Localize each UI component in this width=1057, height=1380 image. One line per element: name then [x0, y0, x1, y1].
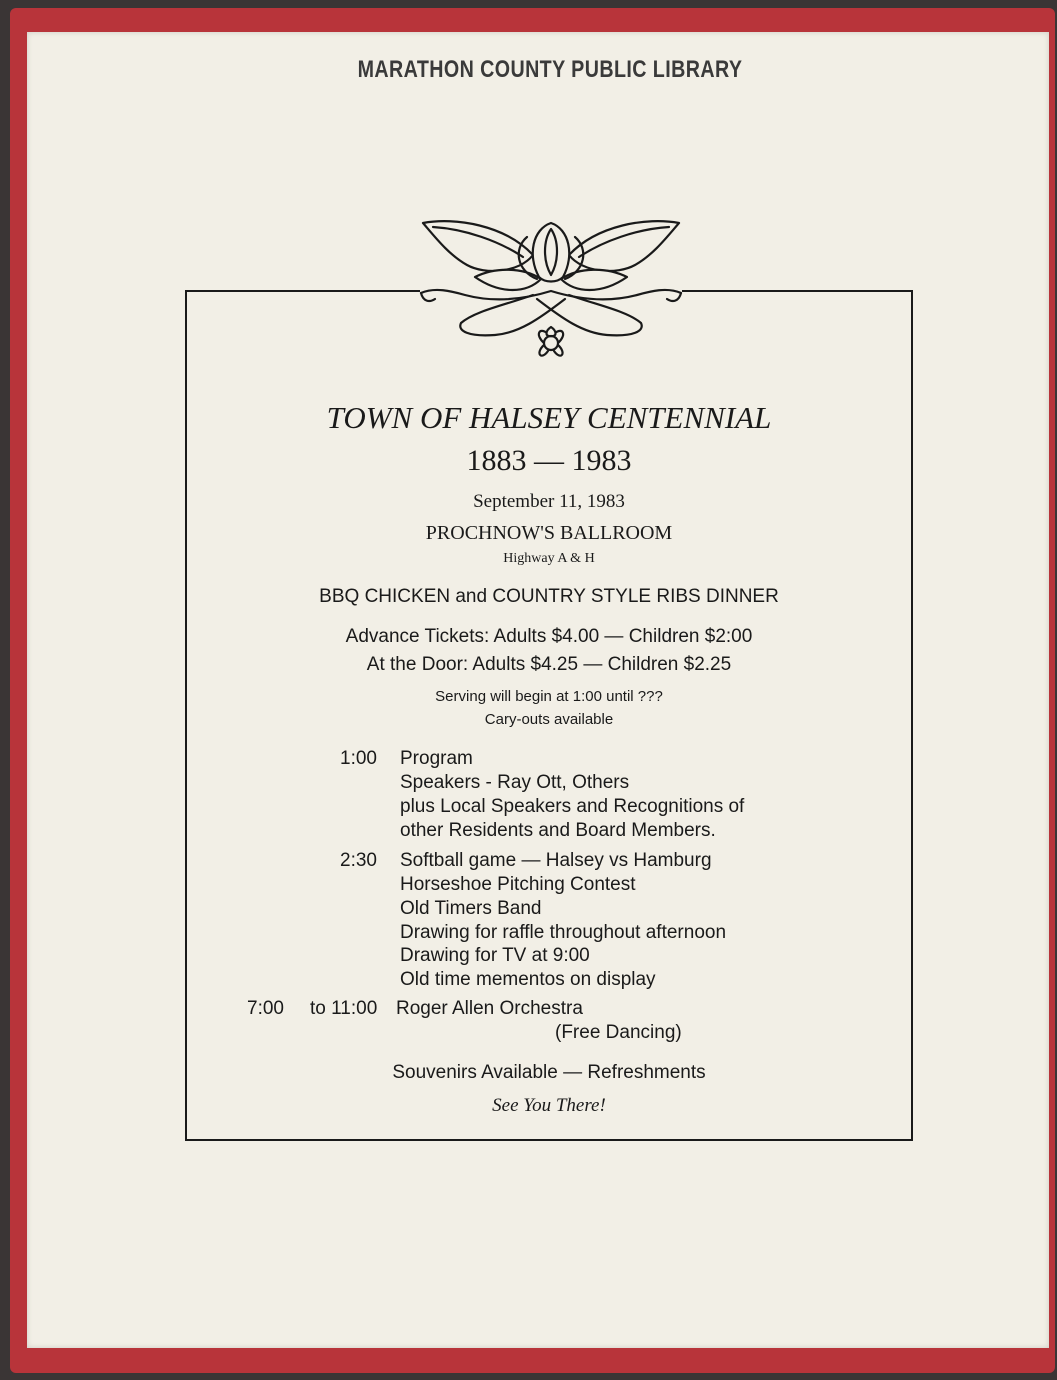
library-stamp: MARATHON COUNTY PUBLIC LIBRARY: [357, 56, 743, 83]
schedule-item: Roger Allen Orchestra: [396, 998, 583, 1019]
serving-time: Serving will begin at 1:00 until ???: [435, 688, 663, 705]
schedule-item: Softball game — Halsey vs Hamburg: [400, 850, 712, 871]
event-venue: PROCHNOW'S BALLROOM: [425, 522, 673, 544]
schedule-item: Drawing for raffle throughout afternoon: [400, 922, 727, 943]
schedule-time: 7:00: [247, 998, 284, 1019]
schedule-end-time: to 11:00: [310, 998, 378, 1019]
event-title: TOWN OF HALSEY CENTENNIAL: [326, 400, 772, 435]
dinner-menu: BBQ CHICKEN and COUNTRY STYLE RIBS DINNER: [319, 586, 779, 607]
schedule-item: Program: [400, 748, 473, 769]
schedule-item: other Residents and Board Members.: [400, 820, 716, 841]
schedule-item: Old Timers Band: [400, 898, 542, 919]
schedule-item: Drawing for TV at 9:00: [400, 945, 590, 966]
schedule-item: plus Local Speakers and Recognitions of: [400, 796, 745, 817]
event-location: Highway A & H: [503, 551, 595, 566]
souvenirs-note: Souvenirs Available — Refreshments: [392, 1062, 706, 1083]
event-date: September 11, 1983: [473, 491, 625, 512]
door-ticket-prices: At the Door: Adults $4.25 — Children $2.25: [366, 654, 732, 675]
schedule-time: 2:30: [340, 850, 377, 871]
advance-ticket-prices: Advance Tickets: Adults $4.00 — Children $2:00: [345, 626, 753, 647]
schedule-time: 1:00: [340, 748, 377, 769]
schedule-item: Horseshoe Pitching Contest: [400, 874, 636, 895]
carryout-note: Cary-outs available: [484, 711, 614, 728]
schedule-item: (Free Dancing): [555, 1022, 682, 1043]
closing-line: See You There!: [492, 1095, 606, 1116]
event-years: 1883 — 1983: [466, 444, 632, 477]
schedule-item: Speakers - Ray Ott, Others: [400, 772, 630, 793]
lotus-ornament-icon: [415, 215, 687, 365]
schedule-item: Old time mementos on display: [400, 969, 656, 990]
